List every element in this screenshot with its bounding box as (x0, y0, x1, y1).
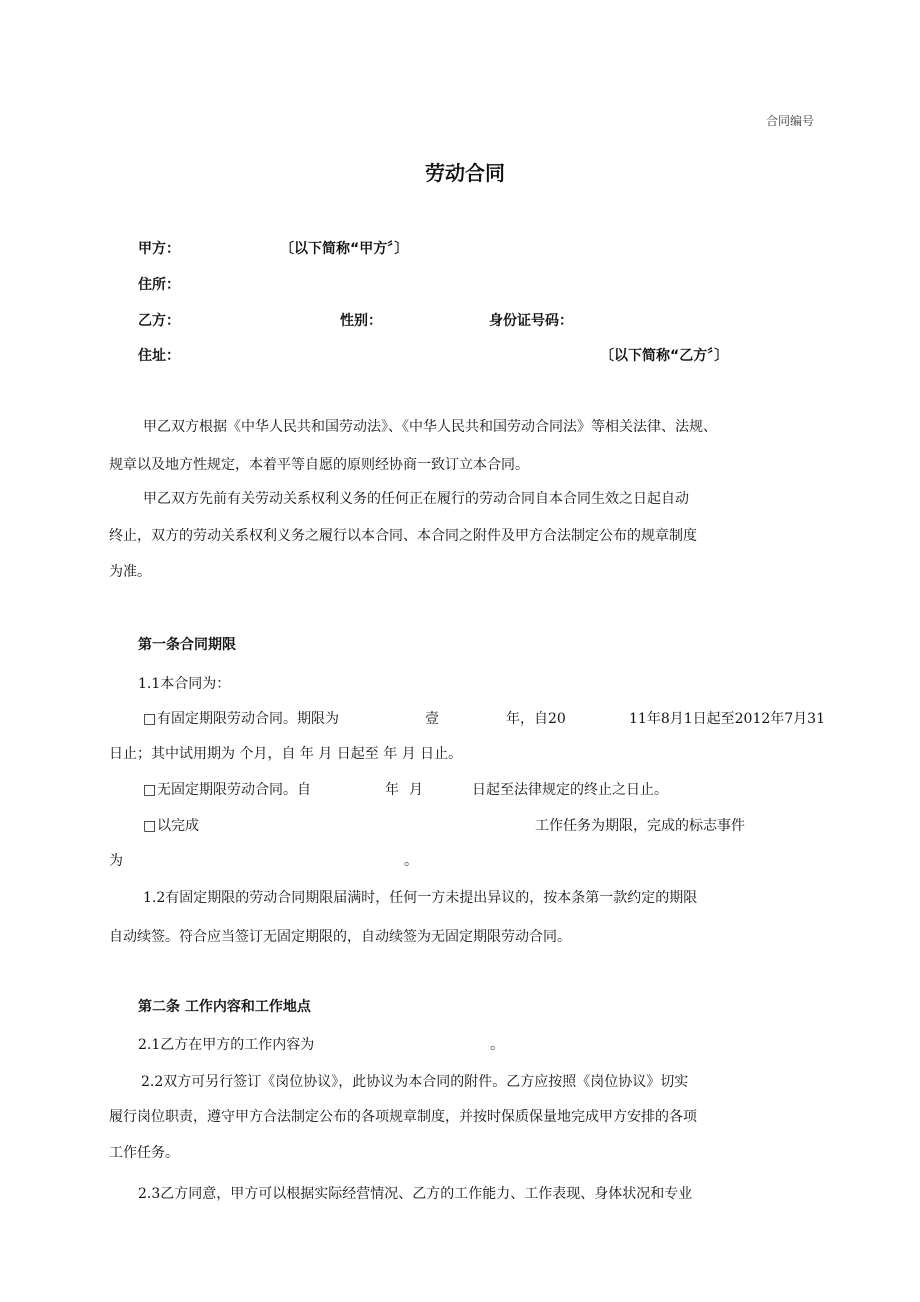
fixed-term-year-from: 年，自20 (506, 711, 566, 727)
gender-label: 性别： (340, 313, 382, 329)
party-a-alias: 〔以下简称“甲方〞〕 (280, 241, 409, 257)
preamble-p1-line1: 甲乙双方根据《中华人民共和国劳动法》、《中华人民共和国劳动合同法》等相关法律、法规、 (143, 419, 717, 435)
fixed-term-checkbox[interactable]: □ (143, 711, 157, 727)
preamble-p2-line2: 终止，双方的劳动关系权利义务之履行以本合同、本合同之附件及甲方合法制定公布的规章制度 (109, 528, 697, 544)
clause-1-2-line2: 自动续签。符合应当签订无固定期限的，自动续签为无固定期限劳动合同。 (109, 929, 571, 945)
clause-2-3-line1: 2.3乙方同意，甲方可以根据实际经营情况、乙方的工作能力、工作表现、身体状况和专业 (138, 1186, 693, 1202)
fixed-term-date-range: 11年8月1日起至2012年7月31 (629, 711, 825, 727)
clause-1-2-line1: 1.2有固定期限的劳动合同期限届满时，任何一方未提出异议的，按本条第一款约定的期限 (143, 890, 698, 906)
clause-2-1: 2.1乙方在甲方的工作内容为 (138, 1037, 315, 1053)
party-a-address-label: 住所： (138, 277, 180, 293)
preamble-p2-line1: 甲乙双方先前有关劳动关系权利义务的任何正在履行的劳动合同自本合同生效之日起自动 (143, 491, 689, 507)
clause-2-2-line3: 工作任务。 (109, 1145, 179, 1161)
preamble-p2-line3: 为准。 (109, 564, 151, 580)
clause-2-2-line1: 2.2双方可另行签订《岗位协议》，此协议为本合同的附件。乙方应按照《岗位协议》切实 (141, 1074, 689, 1090)
task-term-checkbox[interactable]: □ (143, 818, 157, 834)
fixed-term-years-value: 壹 (425, 711, 439, 727)
task-term-rest: 工作任务为期限，完成的标志事件 (535, 818, 745, 834)
article1-heading: 第一条合同期限 (138, 637, 236, 653)
task-term-line2-start: 为 (109, 853, 123, 869)
task-term-line2-end: 。 (404, 853, 418, 869)
task-term-text: 以完成 (157, 818, 199, 834)
clause-2-2-line2: 履行岗位职责，遵守甲方合法制定公布的各项规章制度，并按时保质保量地完成甲方安排的各项 (109, 1109, 697, 1125)
open-term-text: 无固定期限劳动合同。自 (157, 782, 311, 798)
page-title: 劳动合同 (425, 161, 505, 185)
article2-heading: 第二条 工作内容和工作地点 (138, 999, 311, 1015)
id-number-label: 身份证号码： (489, 313, 573, 329)
party-b-label: 乙方： (138, 313, 180, 329)
open-term-year: 年 (385, 782, 399, 798)
fixed-term-line2: 日止；其中试用期为 个月，自 年 月 日起至 年 月 日止。 (109, 746, 463, 762)
contract-number-label: 合同编号 (766, 114, 815, 128)
open-term-rest: 日起至法律规定的终止之日止。 (472, 782, 668, 798)
clause-2-1-end: 。 (490, 1037, 504, 1053)
preamble-p1-line2: 规章以及地方性规定，本着平等自愿的原则经协商一致订立本合同。 (109, 457, 529, 473)
party-b-address-label: 住址： (138, 348, 180, 364)
clause-1-1: 1.1本合同为： (138, 676, 231, 692)
party-b-alias: 〔以下简称“乙方〞〕 (600, 348, 729, 364)
open-term-checkbox[interactable]: □ (143, 782, 157, 798)
party-a-label: 甲方： (138, 241, 180, 257)
open-term-month: 月 (409, 782, 423, 798)
fixed-term-text: 有固定期限劳动合同。期限为 (157, 711, 339, 727)
